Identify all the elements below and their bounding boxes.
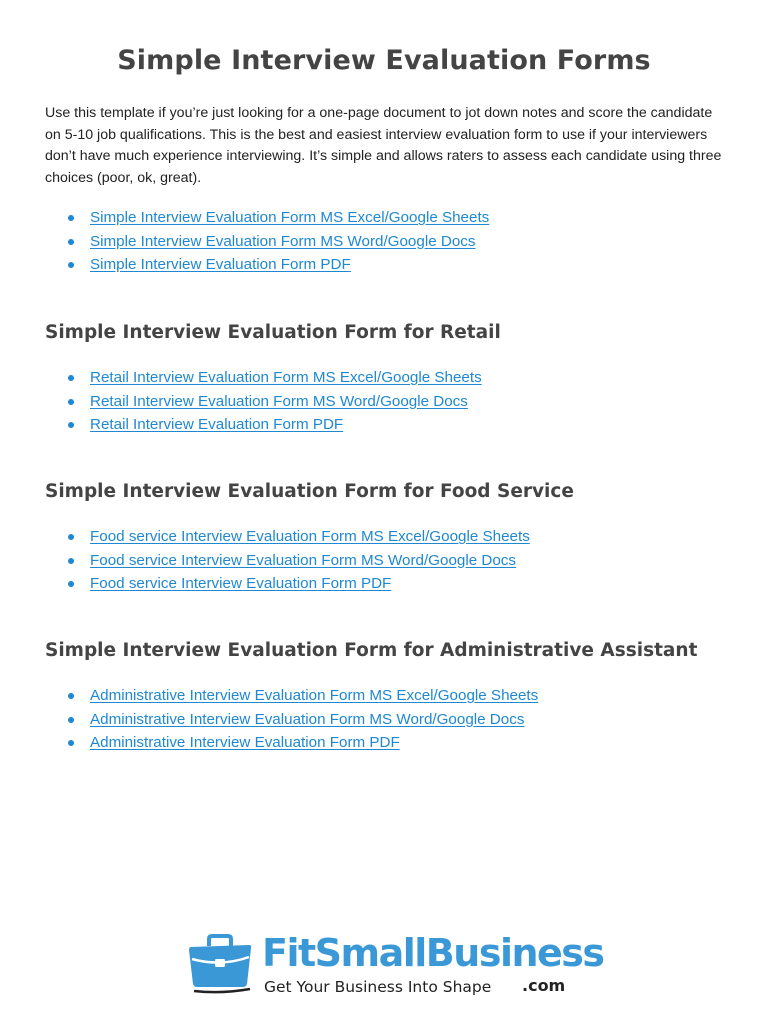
bullet-icon <box>68 717 74 723</box>
food-service-link-word[interactable]: Food service Interview Evaluation Form MS Word/Google Docs <box>90 551 516 569</box>
page-title: Simple Interview Evaluation Forms <box>117 45 651 76</box>
retail-link-excel[interactable]: Retail Interview Evaluation Form MS Excel/Google Sheets <box>90 369 482 386</box>
list-item <box>45 708 538 732</box>
retail-link-pdf[interactable]: Retail Interview Evaluation Form PDF <box>90 416 344 433</box>
list-item <box>45 684 538 708</box>
retail-link-word[interactable]: Retail Interview Evaluation Form MS Word/Google Docs <box>90 392 468 410</box>
bullet-icon <box>68 581 74 587</box>
list-item <box>45 413 482 437</box>
section-heading-food-service: Simple Interview Evaluation Form for Food Service <box>45 481 574 502</box>
administrative-link-word[interactable]: Administrative Interview Evaluation Form MS Word/Google Docs <box>90 710 525 728</box>
food-service-links-list <box>45 525 530 596</box>
general-links-list <box>45 206 489 277</box>
list-item <box>45 230 489 254</box>
bullet-icon <box>68 262 74 268</box>
bullet-icon <box>68 740 74 746</box>
food-service-link-excel[interactable]: Food service Interview Evaluation Form MS Excel/Google Sheets <box>90 528 530 545</box>
logo-dotcom: .com <box>522 976 566 995</box>
bullet-icon <box>68 422 74 428</box>
section-heading-retail: Simple Interview Evaluation Form for Retail <box>45 322 501 343</box>
administrative-link-pdf[interactable]: Administrative Interview Evaluation Form PDF <box>90 734 400 751</box>
briefcase-icon <box>188 934 254 994</box>
logo-tagline: Get Your Business Into Shape <box>264 978 492 996</box>
download-link-pdf[interactable]: Simple Interview Evaluation Form PDF <box>90 256 351 273</box>
logo-wordmark: FitSmallBusiness <box>262 931 604 975</box>
bullet-icon <box>68 215 74 221</box>
bullet-icon <box>68 693 74 699</box>
bullet-icon <box>68 534 74 540</box>
list-item <box>45 731 538 755</box>
list-item <box>45 253 489 277</box>
list-item <box>45 549 530 573</box>
section-heading-administrative: Simple Interview Evaluation Form for Administrative Assistant <box>45 640 698 661</box>
administrative-link-excel[interactable]: Administrative Interview Evaluation Form MS Excel/Google Sheets <box>90 687 539 704</box>
list-item <box>45 390 482 414</box>
bullet-icon <box>68 239 74 245</box>
list-item <box>45 572 530 596</box>
list-item <box>45 206 489 230</box>
bullet-icon <box>68 558 74 564</box>
administrative-links-list <box>45 684 538 755</box>
retail-links-list <box>45 366 482 437</box>
food-service-link-pdf[interactable]: Food service Interview Evaluation Form PDF <box>90 575 392 592</box>
bullet-icon <box>68 399 74 405</box>
download-link-excel[interactable]: Simple Interview Evaluation Form MS Excel/Google Sheets <box>90 209 490 226</box>
intro-paragraph: Use this template if you’re just looking for a one-page document to jot down notes and score the candidate on 5-10 job qualifications. This is the best and easiest interview evaluation form to use if your interviewers don’t have much experience interviewing. It’s simple and allows raters to assess each candidate using three choices (poor, ok, great). <box>45 105 722 186</box>
download-link-word[interactable]: Simple Interview Evaluation Form MS Word/Google Docs <box>90 232 476 250</box>
bullet-icon <box>68 375 74 381</box>
fitsmallbusiness-logo <box>188 931 604 1000</box>
list-item <box>45 525 530 549</box>
list-item <box>45 366 482 390</box>
